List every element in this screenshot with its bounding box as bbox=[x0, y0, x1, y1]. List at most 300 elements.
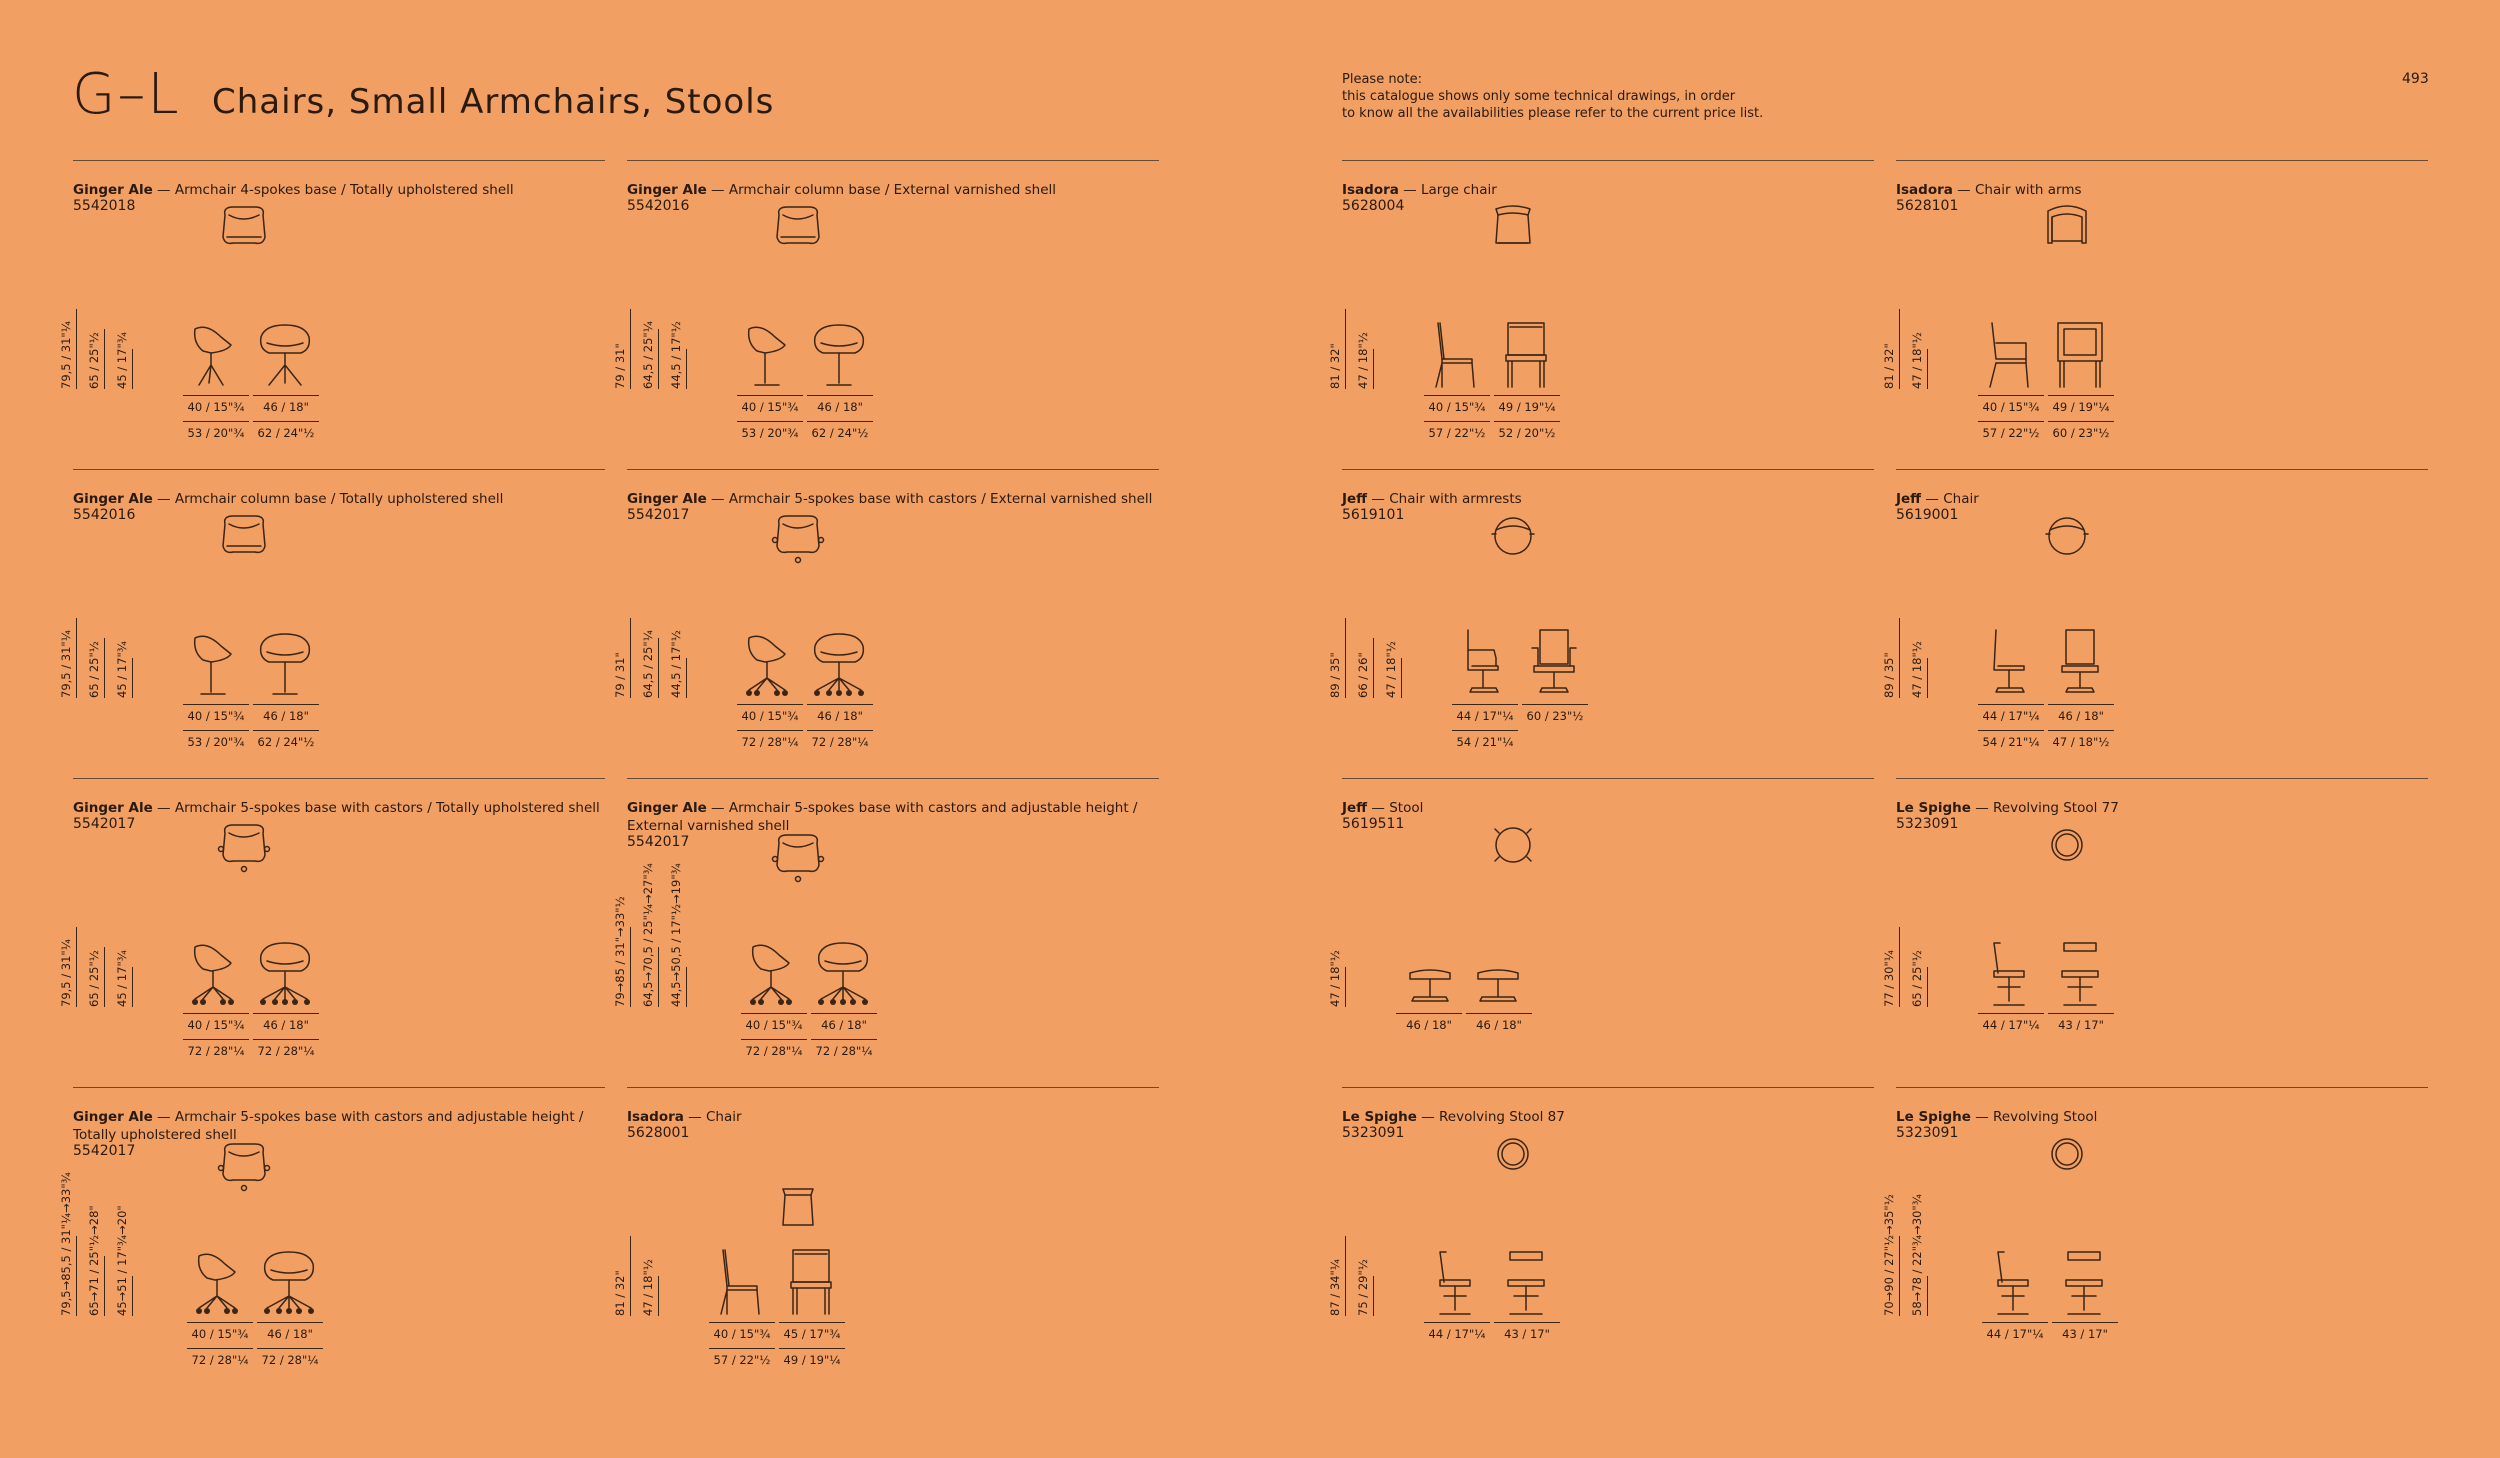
dimension-line bbox=[1978, 395, 2044, 396]
horizontal-dimension bbox=[741, 1013, 807, 1032]
dimension-line bbox=[686, 658, 687, 698]
horizontal-dimension bbox=[1978, 395, 2044, 414]
top-view-drawing bbox=[213, 510, 275, 566]
front-view-drawing bbox=[259, 1246, 319, 1318]
dimension-line bbox=[1927, 658, 1928, 698]
vertical-dimension bbox=[87, 1205, 105, 1316]
product-description: Chair bbox=[705, 1109, 742, 1125]
dimension-label: 66 / 26" bbox=[1356, 652, 1370, 698]
vertical-dimension bbox=[613, 896, 631, 1007]
top-view-drawing bbox=[767, 510, 829, 566]
dimension-label: 57 / 22"½ bbox=[713, 1353, 771, 1367]
vertical-dimension bbox=[59, 618, 77, 698]
top-view-drawing bbox=[213, 1138, 275, 1194]
dimension-line bbox=[183, 1013, 249, 1014]
dimension-line bbox=[1899, 618, 1900, 698]
dimension-line bbox=[1452, 730, 1518, 731]
horizontal-dimension bbox=[1466, 1013, 1532, 1032]
dimension-line bbox=[2048, 730, 2114, 731]
dimension-label: 44 / 17"¼ bbox=[1982, 1018, 2040, 1032]
horizontal-dimension bbox=[2052, 1322, 2118, 1341]
product-cell bbox=[1328, 469, 1874, 749]
product-code: 5542017 bbox=[73, 1143, 136, 1159]
dimension-label: 49 / 19"¼ bbox=[2052, 400, 2110, 414]
front-view-drawing bbox=[255, 319, 315, 391]
title-separator: — bbox=[152, 182, 175, 198]
horizontal-dimension bbox=[807, 730, 873, 749]
product-name: Jeff bbox=[1342, 800, 1368, 816]
dimension-line bbox=[807, 421, 873, 422]
product-title bbox=[1896, 799, 2428, 817]
dimension-label: 40 / 15"¾ bbox=[191, 1327, 249, 1341]
product-description: Revolving Stool bbox=[1993, 1109, 2098, 1125]
dimension-label: 89 / 35" bbox=[1882, 652, 1896, 698]
side-view-drawing bbox=[1982, 628, 2042, 700]
product-code: 5542016 bbox=[73, 507, 136, 523]
product-cell bbox=[59, 778, 605, 1058]
horizontal-dimension bbox=[1424, 1322, 1490, 1341]
dimension-label: 62 / 24"½ bbox=[257, 426, 315, 440]
product-title bbox=[1342, 799, 1874, 817]
dimension-label: 47 / 18"½ bbox=[1328, 950, 1342, 1007]
dimension-label: 53 / 20"¾ bbox=[187, 426, 245, 440]
horizontal-dimension bbox=[253, 1039, 319, 1058]
horizontal-dimension bbox=[2048, 395, 2114, 414]
title-separator: — bbox=[706, 800, 729, 816]
vertical-dimension bbox=[1882, 309, 1900, 389]
vertical-dimension bbox=[87, 947, 105, 1007]
dimension-label: 65 / 25"½ bbox=[1910, 950, 1924, 1007]
section-code: G–L bbox=[72, 62, 181, 127]
dimension-label: 49 / 19"¼ bbox=[783, 1353, 841, 1367]
top-view-drawing bbox=[767, 201, 829, 257]
product-description: Chair bbox=[1943, 491, 1979, 507]
dimension-line bbox=[811, 1013, 877, 1014]
dimension-line bbox=[1494, 1322, 1560, 1323]
product-name: Isadora bbox=[1896, 182, 1953, 198]
dimension-line bbox=[1978, 730, 2044, 731]
dimension-label: 81 / 32" bbox=[613, 1270, 627, 1316]
horizontal-dimension bbox=[1522, 704, 1588, 723]
product-cell bbox=[59, 160, 605, 440]
dimension-line bbox=[76, 618, 77, 698]
product-cell bbox=[613, 469, 1159, 749]
dimension-label: 46 / 18" bbox=[817, 400, 863, 414]
dimension-line bbox=[76, 309, 77, 389]
dimension-label: 79,5 / 31"¼ bbox=[59, 939, 73, 1007]
dimension-label: 54 / 21"¼ bbox=[1456, 735, 1514, 749]
horizontal-dimension bbox=[811, 1039, 877, 1058]
dimension-line bbox=[183, 421, 249, 422]
vertical-dimension bbox=[87, 638, 105, 698]
dimension-label: 40 / 15"¾ bbox=[1428, 400, 1486, 414]
dimension-line bbox=[1424, 395, 1490, 396]
vertical-dimension bbox=[1882, 618, 1900, 698]
top-view-drawing bbox=[2036, 201, 2098, 257]
dimension-label: 44,5 / 17"½ bbox=[669, 321, 683, 389]
product-title bbox=[627, 490, 1159, 508]
product-name: Le Spighe bbox=[1896, 800, 1971, 816]
product-description: Large chair bbox=[1420, 182, 1497, 198]
dimension-line bbox=[104, 329, 105, 389]
product-description: Armchair 5-spokes base with castors / External varnished shell bbox=[728, 491, 1153, 507]
dimension-line bbox=[2052, 1322, 2118, 1323]
product-cell bbox=[613, 778, 1159, 1058]
dimension-line bbox=[1424, 1322, 1490, 1323]
vertical-dimension bbox=[1356, 332, 1374, 389]
dimension-label: 47 / 18"½ bbox=[641, 1259, 655, 1316]
horizontal-dimension bbox=[187, 1322, 253, 1341]
vertical-dimension bbox=[1356, 638, 1374, 698]
dimension-label: 64,5→70,5 / 25"¼→27"¾ bbox=[641, 863, 655, 1007]
side-view-drawing bbox=[741, 628, 801, 700]
horizontal-dimension bbox=[253, 730, 319, 749]
horizontal-dimension bbox=[253, 1013, 319, 1032]
top-view-drawing bbox=[1482, 510, 1544, 566]
horizontal-dimension bbox=[183, 395, 249, 414]
dimension-line bbox=[741, 1013, 807, 1014]
dimension-label: 64,5 / 25"¼ bbox=[641, 321, 655, 389]
horizontal-dimension bbox=[1452, 730, 1518, 749]
note-line: Please note: bbox=[1342, 72, 1422, 87]
vertical-dimension bbox=[613, 309, 631, 389]
dimension-line bbox=[779, 1322, 845, 1323]
dimension-label: 47 / 18"½ bbox=[2052, 735, 2110, 749]
product-code: 5619511 bbox=[1342, 816, 1405, 832]
dimension-label: 79,5 / 31"¼ bbox=[59, 630, 73, 698]
vertical-dimension bbox=[1910, 1194, 1928, 1316]
dimension-label: 40 / 15"¾ bbox=[741, 400, 799, 414]
product-code: 5323091 bbox=[1342, 1125, 1405, 1141]
dimension-line bbox=[686, 349, 687, 389]
horizontal-dimension bbox=[1494, 395, 1560, 414]
dimension-line bbox=[807, 704, 873, 705]
product-code: 5628101 bbox=[1896, 198, 1959, 214]
dimension-line bbox=[630, 1236, 631, 1316]
vertical-dimension bbox=[641, 863, 659, 1007]
horizontal-dimension bbox=[253, 704, 319, 723]
catalogue-note bbox=[1342, 71, 1763, 122]
dimension-label: 46 / 18" bbox=[263, 709, 309, 723]
dimension-label: 65 / 25"½ bbox=[87, 950, 101, 1007]
dimension-label: 64,5 / 25"¼ bbox=[641, 630, 655, 698]
product-title bbox=[627, 1108, 1159, 1126]
horizontal-dimension bbox=[183, 421, 249, 440]
page-number: 493 bbox=[2402, 71, 2429, 87]
dimension-label: 46 / 18" bbox=[263, 400, 309, 414]
vertical-dimension bbox=[87, 329, 105, 389]
vertical-dimension bbox=[115, 332, 133, 389]
horizontal-dimension bbox=[807, 395, 873, 414]
dimension-label: 53 / 20"¾ bbox=[741, 426, 799, 440]
dimension-line bbox=[1927, 349, 1928, 389]
top-view-drawing bbox=[2036, 1128, 2098, 1184]
dimension-line bbox=[132, 967, 133, 1007]
dimension-line bbox=[183, 1039, 249, 1040]
product-description: Armchair 4-spokes base / Totally upholstered shell bbox=[174, 182, 514, 198]
dimension-line bbox=[1522, 704, 1588, 705]
dimension-line bbox=[1452, 704, 1518, 705]
title-separator: — bbox=[152, 1109, 175, 1125]
dimension-label: 72 / 28"¼ bbox=[187, 1044, 245, 1058]
product-description: Armchair column base / External varnished shell bbox=[728, 182, 1057, 198]
dimension-label: 46 / 18" bbox=[267, 1327, 313, 1341]
dimension-label: 79 / 31" bbox=[613, 652, 627, 698]
dimension-label: 44 / 17"¼ bbox=[1428, 1327, 1486, 1341]
dimension-label: 44 / 17"¼ bbox=[1986, 1327, 2044, 1341]
dimension-label: 72 / 28"¼ bbox=[745, 1044, 803, 1058]
vertical-dimension bbox=[1882, 927, 1900, 1007]
dimension-line bbox=[1494, 395, 1560, 396]
dimension-label: 72 / 28"¼ bbox=[815, 1044, 873, 1058]
horizontal-dimension bbox=[737, 704, 803, 723]
dimension-label: 46 / 18" bbox=[263, 1018, 309, 1032]
dimension-label: 65 / 25"½ bbox=[87, 332, 101, 389]
dimension-line bbox=[741, 1039, 807, 1040]
horizontal-dimension bbox=[1452, 704, 1518, 723]
front-view-drawing bbox=[809, 319, 869, 391]
dimension-line bbox=[1424, 421, 1490, 422]
dimension-line bbox=[253, 730, 319, 731]
dimension-line bbox=[1927, 1276, 1928, 1316]
dimension-label: 79 / 31" bbox=[613, 343, 627, 389]
product-description: Armchair 5-spokes base with castors and adjustable height / Totally upholstered shell bbox=[73, 1109, 584, 1143]
dimension-label: 81 / 32" bbox=[1882, 343, 1896, 389]
vertical-dimension bbox=[1384, 641, 1402, 698]
dimension-label: 40 / 15"¾ bbox=[187, 1018, 245, 1032]
dimension-line bbox=[807, 730, 873, 731]
vertical-dimension bbox=[613, 618, 631, 698]
vertical-dimension bbox=[115, 1205, 133, 1316]
dimension-line bbox=[1978, 1013, 2044, 1014]
dimension-line bbox=[132, 349, 133, 389]
horizontal-dimension bbox=[257, 1348, 323, 1367]
product-name: Ginger Ale bbox=[73, 182, 153, 198]
note-line: this catalogue shows only some technical drawings, in order bbox=[1342, 89, 1736, 104]
dimension-label: 40 / 15"¾ bbox=[187, 709, 245, 723]
dimension-line bbox=[686, 967, 687, 1007]
dimension-label: 46 / 18" bbox=[817, 709, 863, 723]
horizontal-dimension bbox=[183, 730, 249, 749]
product-name: Le Spighe bbox=[1896, 1109, 1971, 1125]
dimension-line bbox=[132, 658, 133, 698]
product-name: Ginger Ale bbox=[73, 800, 153, 816]
dimension-label: 40 / 15"¾ bbox=[745, 1018, 803, 1032]
horizontal-dimension bbox=[183, 1013, 249, 1032]
horizontal-dimension bbox=[2048, 421, 2114, 440]
top-view-drawing bbox=[767, 829, 829, 885]
title-separator: — bbox=[1970, 1109, 1993, 1125]
dimension-label: 53 / 20"¾ bbox=[187, 735, 245, 749]
vertical-dimension bbox=[1328, 309, 1346, 389]
dimension-line bbox=[253, 1039, 319, 1040]
product-description: Armchair column base / Totally upholstered shell bbox=[174, 491, 504, 507]
product-name: Jeff bbox=[1342, 491, 1368, 507]
front-view-drawing bbox=[255, 628, 315, 700]
product-cell bbox=[1882, 469, 2428, 749]
vertical-dimension bbox=[641, 630, 659, 698]
dimension-label: 52 / 20"½ bbox=[1498, 426, 1556, 440]
vertical-dimension bbox=[669, 321, 687, 389]
product-code: 5542017 bbox=[73, 816, 136, 832]
dimension-line bbox=[183, 395, 249, 396]
product-code: 5628004 bbox=[1342, 198, 1405, 214]
dimension-label: 46 / 18" bbox=[2058, 709, 2104, 723]
product-title bbox=[1342, 181, 1874, 199]
vertical-dimension bbox=[1328, 618, 1346, 698]
dimension-label: 62 / 24"½ bbox=[257, 735, 315, 749]
dimension-label: 57 / 22"½ bbox=[1428, 426, 1486, 440]
title-separator: — bbox=[1970, 800, 1993, 816]
dimension-line bbox=[807, 395, 873, 396]
horizontal-dimension bbox=[1494, 1322, 1560, 1341]
top-view-drawing bbox=[2036, 819, 2098, 875]
horizontal-dimension bbox=[1978, 730, 2044, 749]
dimension-line bbox=[257, 1322, 323, 1323]
product-name: Ginger Ale bbox=[627, 800, 707, 816]
front-view-drawing bbox=[2050, 628, 2110, 700]
dimension-line bbox=[658, 329, 659, 389]
dimension-label: 79,5 / 31"¼ bbox=[59, 321, 73, 389]
dimension-label: 40 / 15"¾ bbox=[187, 400, 245, 414]
dimension-label: 62 / 24"½ bbox=[811, 426, 869, 440]
product-code: 5542017 bbox=[627, 834, 690, 850]
dimension-line bbox=[104, 638, 105, 698]
dimension-label: 49 / 19"¼ bbox=[1498, 400, 1556, 414]
dimension-line bbox=[1345, 618, 1346, 698]
horizontal-dimension bbox=[737, 730, 803, 749]
product-cell bbox=[1328, 1087, 1874, 1366]
dimension-label: 43 / 17" bbox=[1504, 1327, 1550, 1341]
dimension-line bbox=[709, 1348, 775, 1349]
product-cell bbox=[1882, 778, 2428, 1057]
dimension-line bbox=[1494, 421, 1560, 422]
vertical-dimension bbox=[641, 1259, 659, 1316]
dimension-label: 54 / 21"¼ bbox=[1982, 735, 2040, 749]
dimension-line bbox=[104, 947, 105, 1007]
dimension-label: 60 / 23"½ bbox=[1526, 709, 1584, 723]
product-code: 5323091 bbox=[1896, 1125, 1959, 1141]
dimension-label: 77 / 30"¼ bbox=[1882, 950, 1896, 1007]
product-code: 5619101 bbox=[1342, 507, 1405, 523]
title-separator: — bbox=[152, 491, 175, 507]
product-code: 5542017 bbox=[627, 507, 690, 523]
horizontal-dimension bbox=[811, 1013, 877, 1032]
product-code: 5628001 bbox=[627, 1125, 690, 1141]
product-cell bbox=[1328, 778, 1874, 1057]
product-title bbox=[627, 799, 1159, 835]
front-view-drawing bbox=[255, 937, 315, 1009]
product-name: Isadora bbox=[1342, 182, 1399, 198]
title-separator: — bbox=[683, 1109, 706, 1125]
product-cell bbox=[59, 1087, 605, 1367]
dimension-line bbox=[1927, 967, 1928, 1007]
product-description: Chair with armrests bbox=[1389, 491, 1522, 507]
dimension-label: 47 / 18"½ bbox=[1356, 332, 1370, 389]
side-view-drawing bbox=[187, 628, 247, 700]
dimension-label: 72 / 28"¼ bbox=[811, 735, 869, 749]
dimension-label: 58→78 / 22"¾→30"¾ bbox=[1910, 1194, 1924, 1316]
dimension-line bbox=[2048, 421, 2114, 422]
horizontal-dimension bbox=[183, 704, 249, 723]
product-title bbox=[1896, 181, 2428, 199]
title-separator: — bbox=[1952, 182, 1975, 198]
dimension-line bbox=[253, 421, 319, 422]
product-description: Revolving Stool 77 bbox=[1993, 800, 2119, 816]
dimension-label: 44 / 17"¼ bbox=[1982, 709, 2040, 723]
dimension-line bbox=[253, 704, 319, 705]
product-code: 5542018 bbox=[73, 198, 136, 214]
dimension-label: 65→71 / 25"½→28" bbox=[87, 1205, 101, 1316]
side-view-drawing bbox=[1982, 937, 2042, 1009]
front-view-drawing bbox=[1496, 1246, 1556, 1318]
product-cell bbox=[1328, 160, 1874, 440]
front-view-drawing bbox=[1496, 319, 1556, 391]
vertical-dimension bbox=[641, 321, 659, 389]
horizontal-dimension bbox=[1494, 421, 1560, 440]
title-separator: — bbox=[1398, 182, 1421, 198]
horizontal-dimension bbox=[2048, 1013, 2114, 1032]
side-view-drawing bbox=[1428, 1246, 1488, 1318]
dimension-label: 45 / 17"¾ bbox=[115, 950, 129, 1007]
dimension-line bbox=[76, 927, 77, 1007]
dimension-line bbox=[2048, 395, 2114, 396]
product-title bbox=[73, 490, 605, 508]
side-view-drawing bbox=[187, 319, 247, 391]
product-code: 5542016 bbox=[627, 198, 690, 214]
horizontal-dimension bbox=[1424, 421, 1490, 440]
front-view-drawing bbox=[1524, 628, 1584, 700]
front-view-drawing bbox=[809, 628, 869, 700]
dimension-line bbox=[1466, 1013, 1532, 1014]
dimension-label: 81 / 32" bbox=[1328, 343, 1342, 389]
dimension-line bbox=[183, 730, 249, 731]
dimension-line bbox=[253, 1013, 319, 1014]
horizontal-dimension bbox=[1978, 421, 2044, 440]
horizontal-dimension bbox=[2048, 704, 2114, 723]
product-description: Stool bbox=[1389, 800, 1424, 816]
dimension-line bbox=[2048, 704, 2114, 705]
dimension-line bbox=[2048, 1013, 2114, 1014]
side-view-drawing bbox=[745, 937, 805, 1009]
dimension-label: 46 / 18" bbox=[1476, 1018, 1522, 1032]
dimension-label: 46 / 18" bbox=[1406, 1018, 1452, 1032]
vertical-dimension bbox=[1328, 1236, 1346, 1316]
dimension-line bbox=[1899, 309, 1900, 389]
side-view-drawing bbox=[1456, 628, 1516, 700]
front-view-drawing bbox=[1468, 937, 1528, 1009]
product-cell bbox=[1882, 160, 2428, 440]
dimension-line bbox=[1345, 1236, 1346, 1316]
horizontal-dimension bbox=[187, 1348, 253, 1367]
dimension-label: 72 / 28"¼ bbox=[741, 735, 799, 749]
top-view-drawing bbox=[1482, 201, 1544, 257]
dimension-line bbox=[1401, 658, 1402, 698]
dimension-line bbox=[1396, 1013, 1462, 1014]
product-title bbox=[1342, 490, 1874, 508]
title-separator: — bbox=[152, 800, 175, 816]
horizontal-dimension bbox=[709, 1322, 775, 1341]
product-code: 5323091 bbox=[1896, 816, 1959, 832]
dimension-line bbox=[187, 1348, 253, 1349]
side-view-drawing bbox=[741, 319, 801, 391]
front-view-drawing bbox=[813, 937, 873, 1009]
vertical-dimension bbox=[59, 309, 77, 389]
dimension-label: 79→85 / 31"→33"½ bbox=[613, 896, 627, 1007]
side-view-drawing bbox=[1982, 319, 2042, 391]
product-title bbox=[73, 181, 605, 199]
side-view-drawing bbox=[1400, 937, 1460, 1009]
